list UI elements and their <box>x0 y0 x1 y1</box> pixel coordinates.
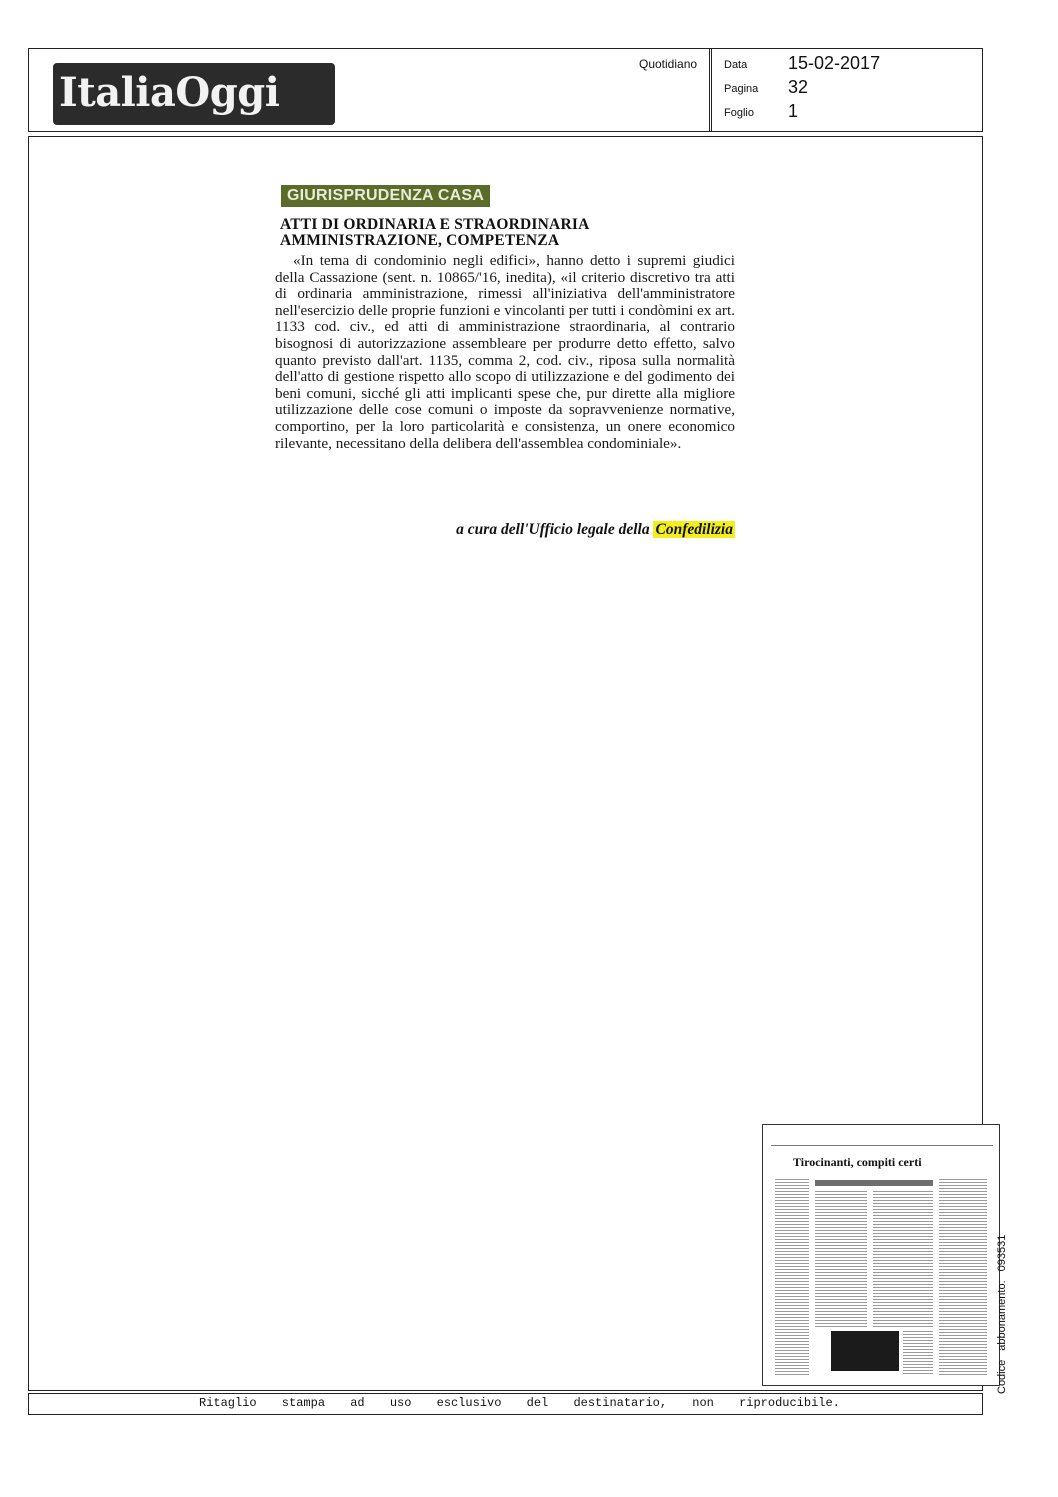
logo-text: ItaliaOggi <box>59 69 280 116</box>
meta-label: Foglio <box>724 107 754 119</box>
byline-prefix: a cura dell'Ufficio legale della <box>456 521 650 538</box>
meta-value: 32 <box>788 77 809 97</box>
byline-highlight: Confedilizia <box>655 521 733 538</box>
thumbnail-content <box>771 1133 993 1379</box>
page-thumbnail <box>762 1124 1000 1386</box>
thumbnail-band <box>815 1180 933 1186</box>
thumbnail-headline: Tirocinanti, compiti certi <box>793 1155 922 1169</box>
section-rubric: GIURISPRUDENZA CASA <box>281 185 490 207</box>
clipping-frame <box>28 136 983 1391</box>
thumbnail-column <box>815 1191 867 1327</box>
thumbnail-header <box>771 1133 993 1146</box>
logo <box>53 63 335 125</box>
header-frame <box>28 48 983 132</box>
article-body: «In tema di condominio negli edifici», hanno detto i supremi giudici della Cassazione (sent. n. 10865/'16, inedita), «il criterio discretivo tra atti di ordinaria amministrazione, rimessi all'iniziativa dell'amministratore nell'esercizio delle proprie funzioni e vincolanti per tutti i condòmini ex art. 1133 cod. civ., ed atti di amministrazione straordinaria, al contrario bisognosi di autorizzazione assembleare per produrre detto effetto, salvo quanto previsto dall'art. 1135, comma 2, cod. civ., riposa sulla normalità dell'atto di gestione rispetto allo scopo di utilizzazione e del godimento dei beni comuni, sicché gli atti implicanti spese che, pur dirette alla migliore utilizzazione delle cose comuni o imposte da sopravvenienze normative, comportino, per la loro particolarità e consistenza, un onere economico rilevante, necessitano della delibera dell'assemblea condominiale». <box>275 252 735 452</box>
meta-label: Pagina <box>724 83 759 95</box>
thumbnail-column <box>775 1179 809 1375</box>
meta-label: Data <box>724 59 748 71</box>
article-byline <box>275 521 735 539</box>
thumbnail-column <box>903 1331 933 1375</box>
thumbnail-column <box>939 1179 987 1375</box>
thumbnail-column <box>873 1191 933 1327</box>
footer-notice: Ritaglio stampa ad uso esclusivo del destinatario, non riproducibile. <box>199 1396 840 1410</box>
article-headline: ATTI DI ORDINARIA E STRAORDINARIA AMMINISTRAZIONE, COMPETENZA <box>280 216 589 249</box>
meta-value: 15-02-2017 <box>788 53 881 73</box>
footer-frame <box>28 1393 983 1415</box>
publication-type: Quotidiano <box>639 57 698 71</box>
meta-value: 1 <box>788 101 799 121</box>
subscription-code: Codice abbonamento: 093531 <box>996 1234 1008 1394</box>
thumbnail-image <box>831 1331 899 1371</box>
meta-panel <box>709 49 984 131</box>
